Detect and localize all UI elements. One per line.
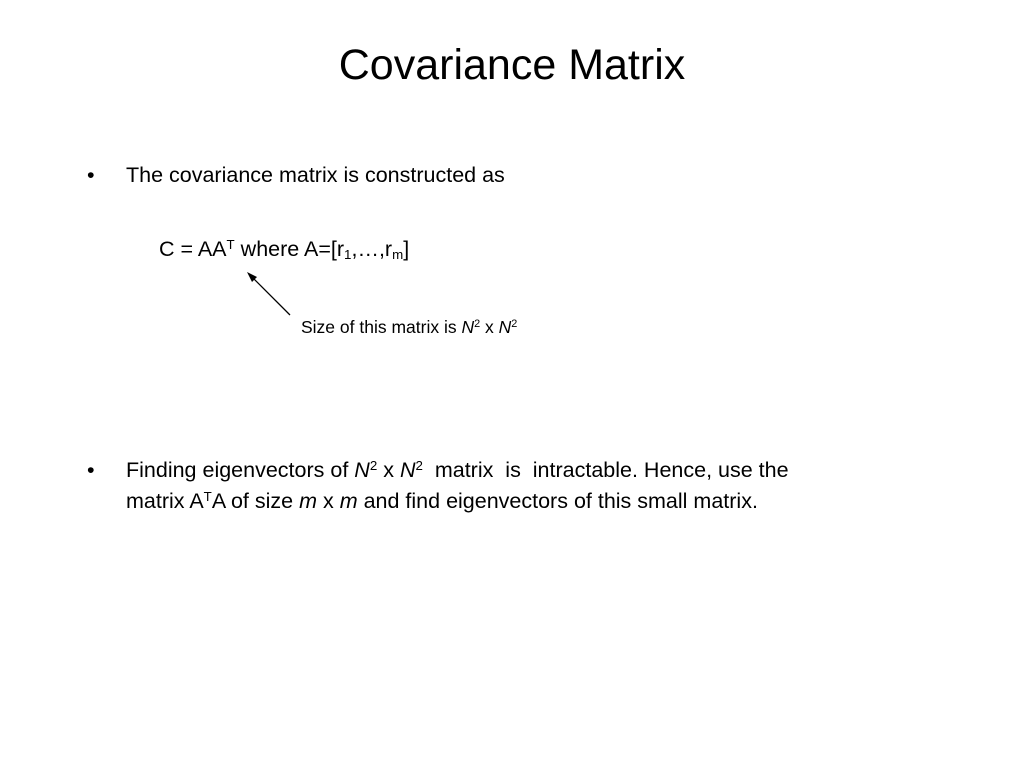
text-segment: and find eigenvectors of this small matrix. bbox=[357, 489, 758, 513]
formula-lhs: C = AA bbox=[159, 237, 227, 261]
times: x bbox=[377, 458, 400, 482]
subscript-1: 1 bbox=[344, 247, 352, 263]
transpose-superscript: T bbox=[203, 488, 212, 504]
formula-close-bracket: ] bbox=[403, 237, 410, 261]
text-segment: A of size bbox=[211, 489, 300, 513]
bullet-marker: • bbox=[87, 163, 95, 187]
arrow-shaft bbox=[249, 274, 290, 315]
bullet-marker: • bbox=[87, 458, 95, 482]
annotation-exp-2: 2 bbox=[511, 318, 518, 331]
bullet-text bbox=[126, 455, 789, 517]
var-N: N bbox=[354, 458, 370, 482]
text-segment: Finding eigenvectors of bbox=[126, 458, 355, 482]
annotation-N: N bbox=[461, 317, 475, 337]
slide-title: Covariance Matrix bbox=[338, 41, 686, 89]
exp-2: 2 bbox=[369, 457, 378, 473]
annotation-times: x bbox=[480, 317, 499, 337]
formula-where: where A=[r bbox=[234, 237, 345, 261]
var-m: m bbox=[299, 489, 317, 513]
times: x bbox=[316, 489, 340, 513]
text-segment: matrix A bbox=[126, 489, 204, 513]
bullet-line-2 bbox=[126, 486, 789, 517]
var-m-2: m bbox=[339, 489, 358, 513]
annotation-prefix: Size of this matrix is bbox=[301, 317, 462, 337]
exp-2-b: 2 bbox=[415, 457, 423, 473]
var-N-2: N bbox=[399, 458, 416, 482]
matrix-size-annotation bbox=[301, 315, 517, 339]
transpose-superscript: T bbox=[226, 236, 235, 252]
subscript-m: m bbox=[392, 247, 404, 263]
text-segment: matrix is intractable. Hence, use the bbox=[422, 458, 789, 482]
annotation-exp: 2 bbox=[474, 318, 481, 331]
bullet-line-1 bbox=[126, 455, 789, 486]
bullet-text: The covariance matrix is constructed as bbox=[126, 163, 505, 187]
formula-ellipsis: ,…,r bbox=[351, 237, 393, 261]
annotation-N-2: N bbox=[498, 317, 512, 337]
